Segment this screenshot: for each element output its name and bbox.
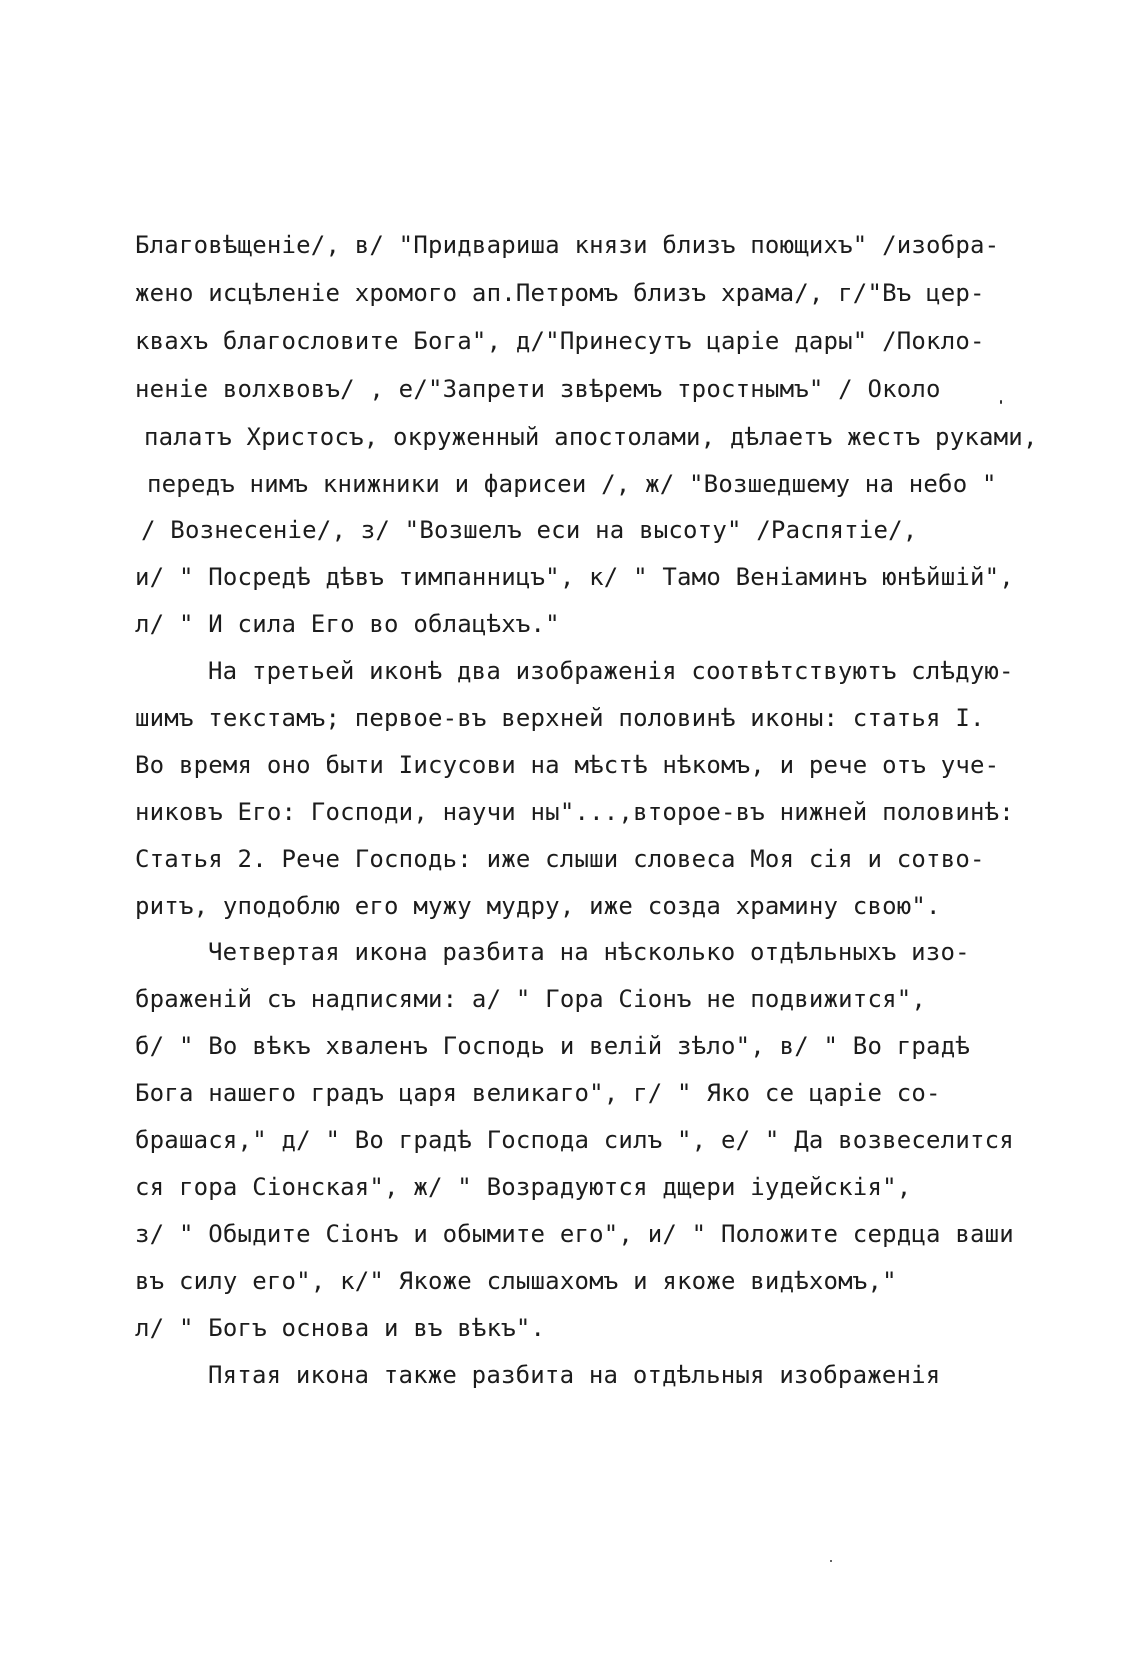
text-line: передъ нимъ книжники и фарисеи /, ж/ "Возшедшему на небо " — [147, 470, 997, 498]
text-line: б/ " Во вѣкъ хваленъ Господь и велій зѣло", в/ " Во градѣ — [135, 1032, 971, 1060]
text-line: / Вознесеніе/, з/ "Возшелъ еси на высоту" /Распятіе/, — [141, 516, 918, 544]
text-line: браженій съ надписями: а/ " Гора Сіонъ не подвижится", — [135, 985, 927, 1013]
text-line: квахъ благословите Бога", д/"Принесутъ царіе дары" /Покло- — [135, 327, 985, 355]
text-line: Бога нашего градъ царя великаго", г/ " Яко се царіе со- — [135, 1079, 941, 1107]
text-line: Статья 2. Рече Господь: иже слыши словеса Моя сія и сотво- — [135, 845, 985, 873]
text-line: шимъ текстамъ; первое-въ верхней половинѣ иконы: статья I. — [135, 704, 985, 732]
text-line: л/ " И сила Его во облацѣхъ." — [135, 610, 560, 638]
text-line: неніе волхвовъ/ , е/"Запрети звѣремъ тростнымъ" / Около — [135, 375, 941, 403]
text-line: Во время оно быти Іисусови на мѣстѣ нѣкомъ, и рече отъ уче- — [135, 751, 1000, 779]
text-line: Пятая икона также разбита на отдѣльныя изображенія — [208, 1361, 941, 1389]
scan-speck — [830, 1560, 832, 1562]
text-line: ритъ, уподоблю его мужу мудру, иже созда храмину свою". — [135, 892, 941, 920]
text-line: и/ " Посредѣ дѣвъ тимпанницъ", к/ " Тамо Веніаминъ юнѣйшій", — [135, 563, 1014, 591]
text-line: никовъ Его: Господи, научи ны"...,второе-въ нижней половинѣ: — [135, 798, 1014, 826]
text-line: брашася," д/ " Во градѣ Господа силъ ", е/ " Да возвеселится — [135, 1126, 1014, 1154]
text-line: ся гора Сіонская", ж/ " Возрадуются дщери іудейскія", — [135, 1173, 912, 1201]
text-line: въ силу его", к/" Якоже слышахомъ и якоже видѣхомъ," — [135, 1267, 897, 1295]
text-line: Четвертая икона разбита на нѣсколько отдѣльныхъ изо- — [208, 938, 970, 966]
text-line: л/ " Богъ основа и въ вѣкъ". — [135, 1314, 546, 1342]
text-line: палатъ Христосъ, окруженный апостолами, дѣлаетъ жестъ руками, — [144, 423, 1038, 451]
text-line: жено исцѣленіе хромого ап.Петромъ близъ храма/, г/"Въ цер- — [135, 279, 985, 307]
scan-speck — [1000, 400, 1002, 404]
text-line: На третьей иконѣ два изображенія соотвѣтствуютъ слѣдую- — [208, 657, 1014, 685]
text-line: Благовѣщеніе/, в/ "Придвариша князи близъ поющихъ" /изобра- — [135, 231, 1000, 259]
text-line: з/ " Обыдите Сіонъ и обымите его", и/ " Положите сердца ваши — [135, 1220, 1014, 1248]
